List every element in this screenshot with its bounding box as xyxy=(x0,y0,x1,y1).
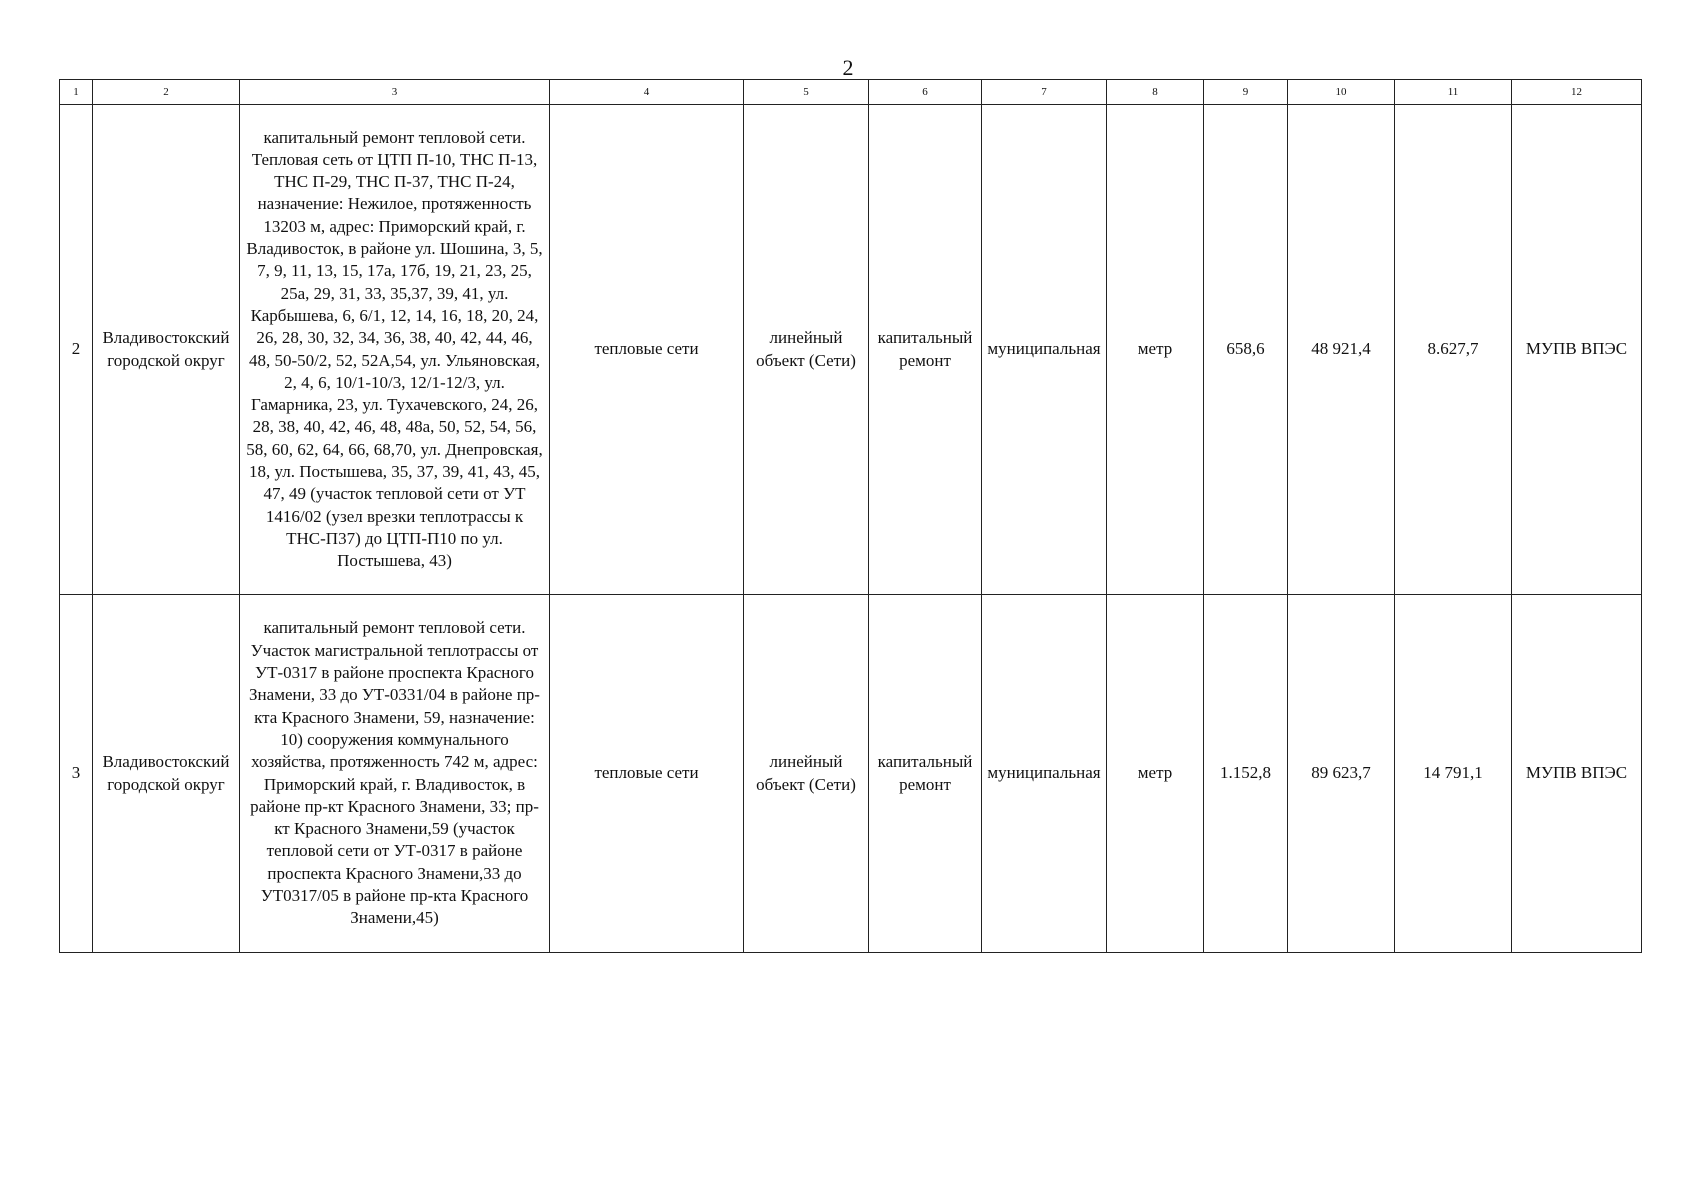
district-cell: Владивостокский городской округ xyxy=(93,595,240,953)
work-type-cell: капитальный ремонт xyxy=(869,595,982,953)
description-cell: капитальный ремонт тепловой сети. Тепловая сеть от ЦТП П-10, ТНС П-13, ТНС П-29, ТНС П-37, ТНС П-24, назначение: Нежилое, протяженность 13203 м, адрес: Приморский край, г. Владивосток, в районе ул. Шошина, 3, 5, 7, 9, 11, 13, 15, 17а, 17б, 19, 21, 23, 25, 25а, 29, 31, 33, 35,37, 39, 41, ул. Карбышева, 6, 6/1, 12, 14, 16, 18, 20, 24, 26, 28, 30, 32, 34, 36, 38, 40, 42, 44, 46, 48, 50-50/2, 52, 52А,54, ул. Ульяновская, 2, 4, 6, 10/1-10/3, 12/1-12/3, ул. Гамарника, 23, ул. Тухачевского, 24, 26, 28, 38, 40, 42, 46, 48, 48а, 50, 52, 54, 56, 58, 60, 62, 64, 66, 68,70, ул. Днепровская, 18, ул. Постышева, 35, 37, 39, 41, 43, 45, 47, 49 (участок тепловой сети от УТ 1416/02 (узел врезки теплотрассы к ТНС-П37) до ЦТП-П10 по ул. Постышева, 43) xyxy=(240,105,550,595)
column-number: 2 xyxy=(93,80,240,105)
quantity-cell: 658,6 xyxy=(1204,105,1288,595)
table-row xyxy=(60,105,1642,595)
column-number-row xyxy=(60,80,1642,105)
district-cell: Владивостокский городской округ xyxy=(93,105,240,595)
work-type-cell: капитальный ремонт xyxy=(869,105,982,595)
column-number: 8 xyxy=(1107,80,1204,105)
row-number: 3 xyxy=(60,595,93,953)
cost-total-cell: 48 921,4 xyxy=(1288,105,1395,595)
category-cell: тепловые сети xyxy=(550,595,744,953)
column-number: 6 xyxy=(869,80,982,105)
column-number: 3 xyxy=(240,80,550,105)
register-table xyxy=(59,79,1642,953)
row-number: 2 xyxy=(60,105,93,595)
executor-cell: МУПВ ВПЭС xyxy=(1512,105,1642,595)
column-number: 1 xyxy=(60,80,93,105)
object-type-cell: линейный объект (Сети) xyxy=(744,595,869,953)
column-number: 11 xyxy=(1395,80,1512,105)
cost-total-cell: 89 623,7 xyxy=(1288,595,1395,953)
column-number: 12 xyxy=(1512,80,1642,105)
unit-cell: метр xyxy=(1107,595,1204,953)
ownership-cell: муниципальная xyxy=(982,105,1107,595)
column-number: 4 xyxy=(550,80,744,105)
unit-cell: метр xyxy=(1107,105,1204,595)
column-number: 10 xyxy=(1288,80,1395,105)
cost-part-cell: 8.627,7 xyxy=(1395,105,1512,595)
ownership-cell: муниципальная xyxy=(982,595,1107,953)
cost-part-cell: 14 791,1 xyxy=(1395,595,1512,953)
description-cell: капитальный ремонт тепловой сети. Участок магистральной теплотрассы от УТ-0317 в районе проспекта Красного Знамени, 33 до УТ-0331/04 в районе пр-кта Красного Знамени, 59, назначение: 10) сооружения коммунального хозяйства, протяженность 742 м, адрес: Приморский край, г. Владивосток, в районе пр-кт Красного Знамени, 33; пр-кт Красного Знамени,59 (участок тепловой сети от УТ-0317 в районе проспекта Красного Знамени,33 до УТ0317/05 в районе пр-кта Красного Знамени,45) xyxy=(240,595,550,953)
quantity-cell: 1.152,8 xyxy=(1204,595,1288,953)
page-number: 2 xyxy=(842,55,854,80)
column-number: 5 xyxy=(744,80,869,105)
category-cell: тепловые сети xyxy=(550,105,744,595)
executor-cell: МУПВ ВПЭС xyxy=(1512,595,1642,953)
object-type-cell: линейный объект (Сети) xyxy=(744,105,869,595)
table-row xyxy=(60,595,1642,953)
column-number: 9 xyxy=(1204,80,1288,105)
column-number: 7 xyxy=(982,80,1107,105)
